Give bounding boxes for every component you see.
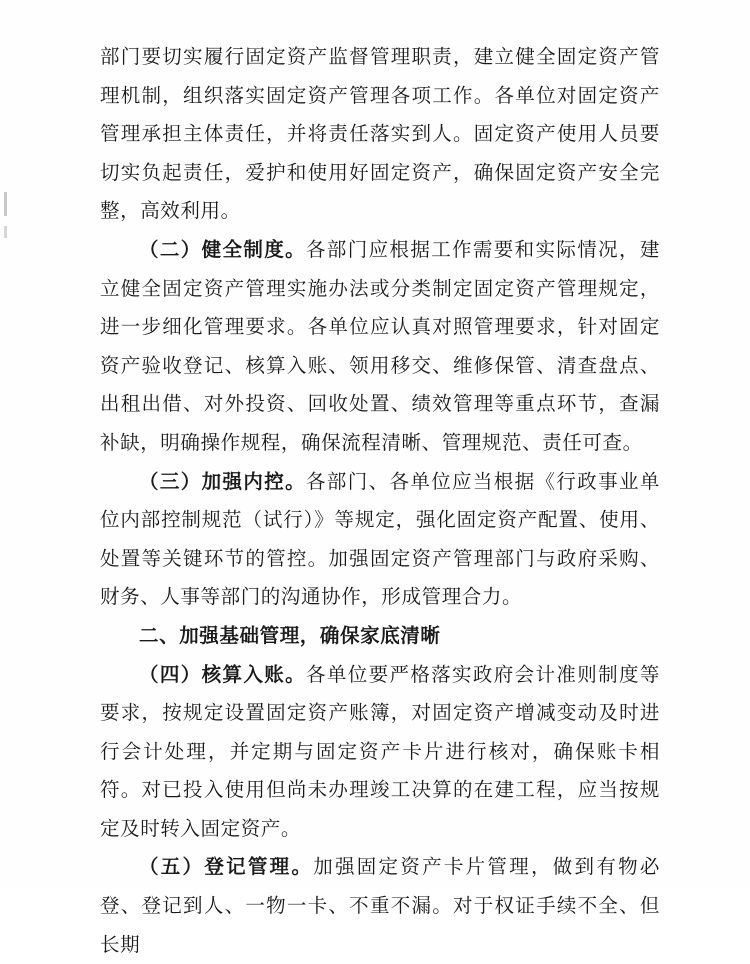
paragraph-text: 各部门、各单位应当根据《行政事业单位内部控制规范（试行）》等规定，强化固定资产配置、使用、处置等关键环节的管控。加强固定资产管理部门与政府采购、财务、人事等部门的沟通协作，形成管理合力。: [100, 469, 660, 609]
paragraph-lead-heading: （二）健全制度。: [139, 237, 306, 261]
section-heading: 二、加强基础管理，确保家底清晰: [139, 623, 441, 647]
scan-edge-mark: [4, 226, 7, 238]
paragraph-lead-heading: （四）核算入账。: [139, 662, 306, 686]
paragraph-text: 加强固定资产卡片管理，做到有物必登、登记到人、一物一卡、不重不漏。对于权证手续不全、但长期: [100, 855, 660, 956]
document-body: [100, 38, 660, 964]
paragraph-registration: [100, 848, 660, 964]
paragraph-lead-heading: （三）加强内控。: [139, 469, 306, 493]
paragraph-text: 各单位要严格落实政府会计准则制度等要求，按规定设置固定资产账簿，对固定资产增减变动及时进行会计处理，并定期与固定资产卡片进行核对，确保账卡相符。对已投入使用但尚未办理竣工决算的在建工程，应当按规定及时转入固定资产。: [100, 662, 660, 840]
paragraph-text: 各部门应根据工作需要和实际情况，建立健全固定资产管理实施办法或分类制定固定资产管理规定，进一步细化管理要求。各单位应认真对照管理要求，针对固定资产验收登记、核算入账、领用移交、维修保管、清查盘点、出租出借、对外投资、回收处置、绩效管理等重点环节，查漏补缺，明确操作规程，确保流程清晰、管理规范、责任可查。: [100, 237, 660, 454]
scan-edge-mark: [4, 192, 7, 216]
paragraph-accounting: [100, 656, 660, 849]
paragraph-sound-system: [100, 231, 660, 463]
paragraph-lead-heading: （五）登记管理。: [139, 855, 314, 879]
paragraph-internal-control: [100, 463, 660, 617]
paragraph-text: 部门要切实履行固定资产监督管理职责，建立健全固定资产管理机制，组织落实固定资产管理各项工作。各单位对固定资产管理承担主体责任，并将责任落实到人。固定资产使用人员要切实负起责任，爱护和使用好固定资产，确保固定资产安全完整，高效利用。: [100, 45, 660, 223]
paragraph-continuation: [100, 38, 660, 231]
